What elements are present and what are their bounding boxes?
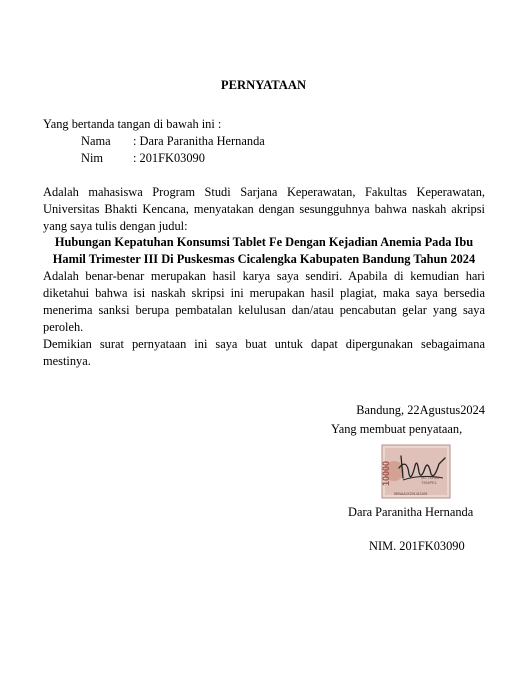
signer-nim: NIM. 201FK03090: [369, 539, 465, 553]
statement-paragraph-3: Demikian surat pernyataan ini saya buat untuk dapat dipergunakan sebagaimana mestinya.: [43, 337, 485, 368]
svg-text:5EBAAJX201411109: 5EBAAJX201411109: [394, 492, 428, 496]
name-label: Nama: [81, 134, 111, 148]
duty-stamp-signature-image: [381, 444, 451, 499]
svg-text:10000: 10000: [381, 460, 391, 486]
svg-text:METERAI: METERAI: [421, 475, 439, 480]
place-date: Bandung, 22Agustus2024: [356, 403, 485, 417]
svg-text:TEMPEL: TEMPEL: [421, 480, 438, 485]
signer-name: Dara Paranitha Hernanda: [348, 505, 474, 519]
statement-paragraph-2: Adalah benar-benar merupakan hasil karya saya sendiri. Apabila di kemudian hari diketahui bahwa isi naskah skripsi ini merupakan hasil plagiat, maka saya bersedia menerima sanksi berupa pembatalan kelulusan dan/atau pencabutan gelar yang saya peroleh.: [43, 269, 485, 334]
nim-label: Nim: [81, 151, 104, 165]
maker-label: Yang membuat penyataan,: [331, 422, 463, 436]
name-value: : Dara Paranitha Hernanda: [133, 134, 265, 148]
thesis-title: Hubungan Kepatuhan Konsumsi Tablet Fe Dengan Kejadian Anemia Pada Ibu Hamil Trimester III Di Puskesmas Cicalengka Kabupaten Bandung Tahun 2024: [52, 235, 476, 266]
intro-text: Yang bertanda tangan di bawah ini :: [43, 117, 222, 131]
document-title: PERNYATAAN: [220, 78, 307, 92]
nim-value: : 201FK03090: [133, 151, 205, 165]
statement-paragraph-1: Adalah mahasiswa Program Studi Sarjana Keperawatan, Fakultas Keperawatan, Universitas Bhakti Kencana, menyatakan dengan sesungguhnya bahwa naskah akripsi yang saya tulis dengan judul:: [43, 185, 485, 233]
